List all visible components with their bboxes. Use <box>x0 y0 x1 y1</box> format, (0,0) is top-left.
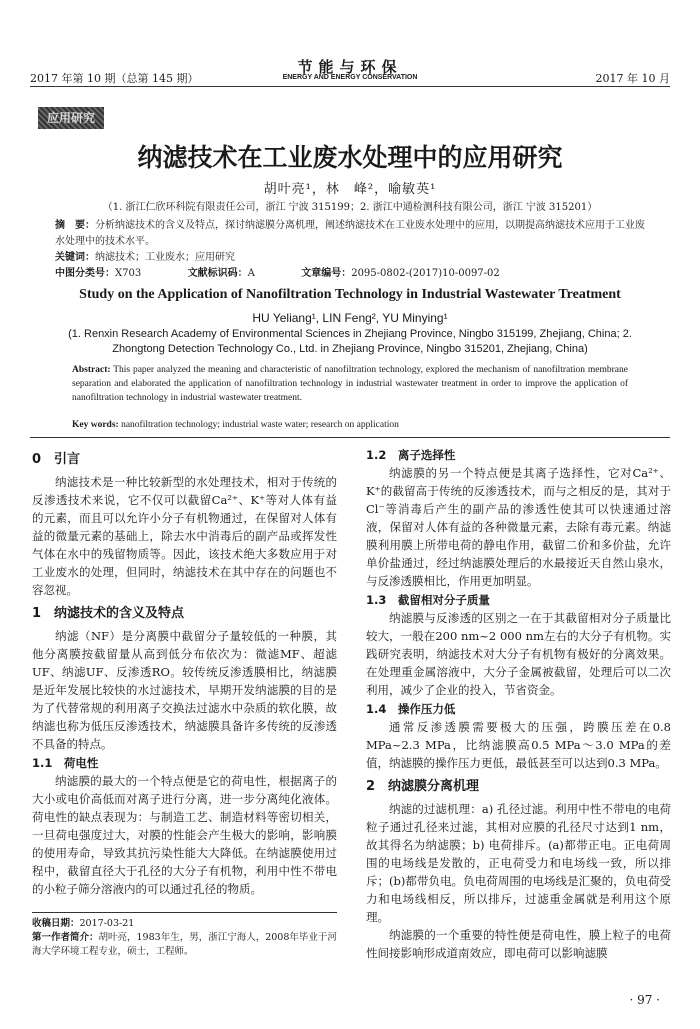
paragraph-section-2b: 纳滤膜的一个重要的特性便是荷电性，膜上粒子的电荷性间接影响形成道南效应，即电荷可以影响滤膜 <box>366 928 671 960</box>
abstract-cn-text: 分析纳滤技术的含义及特点，探讨纳滤膜分离机理，阐述纳滤技术在工业废水处理中的应用，以期提高纳滤技术应用于工业废水处理中的技术水平。 <box>55 220 645 247</box>
paper-title-cn: 纳滤技术在工业废水处理中的应用研究 <box>137 143 563 172</box>
keywords-cn <box>55 250 645 266</box>
heading-section-2: 2 纳滤膜分离机理 <box>366 779 480 794</box>
authors-cn: 胡叶亮¹，林 峰²，喻敏英¹ <box>263 182 437 197</box>
journal-name-cn: 节能与环保 <box>297 58 403 76</box>
header-rule <box>30 86 670 87</box>
doc-code-label: 文献标识码： <box>187 268 248 279</box>
heading-introduction: 0 引言 <box>32 452 81 467</box>
clc-value: X703 <box>115 268 142 279</box>
paragraph-section-1-2: 纳滤膜的另一个特点便是其离子选择性，它对Ca²⁺、K⁺的截留高于传统的反渗透技术，而与之相反的是，其对于Cl⁻等消毒后产生的副产品的渗透性使其可以快速通过溶液，保留对人体有益的各种微量元素，去除有毒元素。纳滤膜利用膜上所带电荷的静电作用，截留二价和多价盐，允许单价盐通过，经过纳滤膜处理后的水最接近天自然山泉水，与反渗透膜相比，作用更加明显。 <box>366 466 671 588</box>
abstract-rule <box>30 437 670 438</box>
right-column <box>366 445 671 962</box>
issue-date: 2017 年 10 月 <box>595 72 670 85</box>
issue-info: 2017 年第 10 期（总第 145 期） <box>30 72 199 85</box>
author-bio-label: 第一作者简介： <box>32 932 99 943</box>
received-date <box>32 917 337 931</box>
article-number-label: 文章编号： <box>301 268 352 279</box>
keywords-en-label: Key words: <box>72 420 119 430</box>
keywords-en-text: nanofiltration technology; industrial waste water; research on application <box>118 420 399 430</box>
paragraph-section-2a: 纳滤的过滤机理：a) 孔径过滤。利用中性不带电的电荷粒子通过孔径来过滤，其相对应膜的孔径尺寸达到1 nm，故其得名为纳滤膜；b) 电荷排斥。(a)都带正电。正电荷周围的电场线是发散的，正电荷受力和电场线一致，所以排斥；(b)都带负电。负电荷周围的电场线是汇聚的，负电荷受力和电场线相反，所以排斥，过滤重金属就是利用这个原理。 <box>366 802 671 924</box>
keywords-en <box>72 420 628 430</box>
affiliation-cn: （1. 浙江仁欣环科院有限责任公司，浙江 宁波 315199；2. 浙江中通检测科技有限公司，浙江 宁波 315201） <box>102 202 598 213</box>
received-value: 2017-03-21 <box>79 918 135 929</box>
author-bio-text: 胡叶亮，1983年生，男，浙江宁海人，2008年毕业于河海大学环境工程专业，硕士，工程师。 <box>32 932 337 957</box>
heading-section-1-2: 1.2 离子选择性 <box>366 448 456 462</box>
keywords-cn-label: 关键词： <box>55 252 95 263</box>
journal-name-en: ENERGY AND ENERGY CONSERVATION <box>282 74 418 81</box>
heading-section-1-4: 1.4 操作压力低 <box>366 702 456 716</box>
doc-code-value: A <box>247 268 255 279</box>
article-number-value: 2095-0802-(2017)10-0097-02 <box>351 268 500 279</box>
paragraph-section-1-4: 通常反渗透膜需要极大的压强，跨膜压差在0.8 MPa~2.3 MPa，比纳滤膜高0.5 MPa～3.0 MPa的差值，纳滤膜的操作压力更低，最低甚至可以达到0.3 MPa。 <box>366 720 671 770</box>
classification <box>55 266 645 282</box>
footnote <box>32 912 337 959</box>
authors-en: HU Yeliang¹, LIN Feng², YU Minying¹ <box>252 311 448 325</box>
abstract-cn-label: 摘 要： <box>55 220 95 231</box>
received-label: 收稿日期： <box>32 918 80 929</box>
keywords-cn-text: 纳滤技术；工业废水；应用研究 <box>95 252 235 263</box>
abstract-en <box>72 363 628 405</box>
abstract-en-text: This paper analyzed the meaning and characteristic of nanofiltration technology, explored the mechanism of nanofiltration membrane separation and elaborated the application of nanofiltration technology in industrial wastewater treatment in order to improve the application of nanofiltration technology in industrial wastewater treatment. <box>72 365 628 403</box>
heading-section-1: 1 纳滤技术的含义及特点 <box>32 606 185 621</box>
paragraph-section-1-3: 纳滤膜与反渗透的区别之一在于其截留相对分子质量比较大，一般在200 nm~2 000 nm左右的大分子有机物。实践研究表明，纳滤技术对大分子有机物有极好的分离效果。在处理重金属溶液中，大分子金属被截留，处理后可以二次利用，减少了企业的投入，节省资金。 <box>366 611 671 697</box>
paragraph-section-1: 纳滤（NF）是分离膜中截留分子量较低的一种膜，其他分离膜按截留量从高到低分布依次为：微滤MF、超滤UF、纳滤UF、反渗透RO。较传统反渗透膜相比，纳滤膜是近年发展比较快的水过滤技术，早期开发纳滤膜的目的是为了代替常规的利用离子交换法过滤水中杂质的软化膜，故纳滤也称为低压反渗透技术，纳滤膜具备许多传统的反渗透不具备的特点。 <box>32 629 337 751</box>
paragraph-section-1-1: 纳滤膜的最大的一个特点便是它的荷电性，根据离子的大小或电价高低而对离子进行分离，进一步分离纯化液体。荷电性的缺点表现为：与制造工艺、制造材料等密切相关，一旦荷电强度过大，对膜的性能会产生极大的影响，影响膜的使用寿命，导致其抗污染性能大大降低。在纳滤膜使用过程中，截留直径大于孔径的大分子有机物，利用中性不带电的小粒子筛分溶液内的可以通过孔径的物质。 <box>32 774 337 896</box>
abstract-en-label: Abstract: <box>72 365 111 375</box>
heading-section-1-1: 1.1 荷电性 <box>32 756 99 770</box>
paper-title-en: Study on the Application of Nanofiltration Technology in Industrial Wastewater Treatment <box>79 287 621 302</box>
left-column <box>32 445 337 898</box>
page-number: · 97 · <box>629 993 660 1007</box>
abstract-cn <box>55 218 645 250</box>
affiliation-en: (1. Renxin Research Academy of Environmental Sciences in Zhejiang Province, Ningbo 315199, Zhejiang, China; 2. Zhongtong Detection Technology Co., Ltd. in Zhejiang Province, Ningbo 315201, Zhejiang, China) <box>68 328 632 355</box>
clc-label: 中图分类号： <box>55 268 115 279</box>
paragraph-introduction: 纳滤技术是一种比较新型的水处理技术，相对于传统的反渗透技术来说，它不仅可以截留Ca²⁺、K⁺等对人体有益的元素，而且可以允许小分子有机物通过，在保留对人体有益的微量元素的基础上，除去水中消毒后的副产品或挥发性气体在水中的残留物质等。因此，该技术绝大多数应用于对工业废水的处理，但同时，纳滤技术在其中存在的问题也不容忽视。 <box>32 475 337 597</box>
heading-section-1-3: 1.3 截留相对分子质量 <box>366 593 490 607</box>
section-badge: 应用研究 <box>38 107 104 129</box>
author-bio <box>32 931 337 959</box>
